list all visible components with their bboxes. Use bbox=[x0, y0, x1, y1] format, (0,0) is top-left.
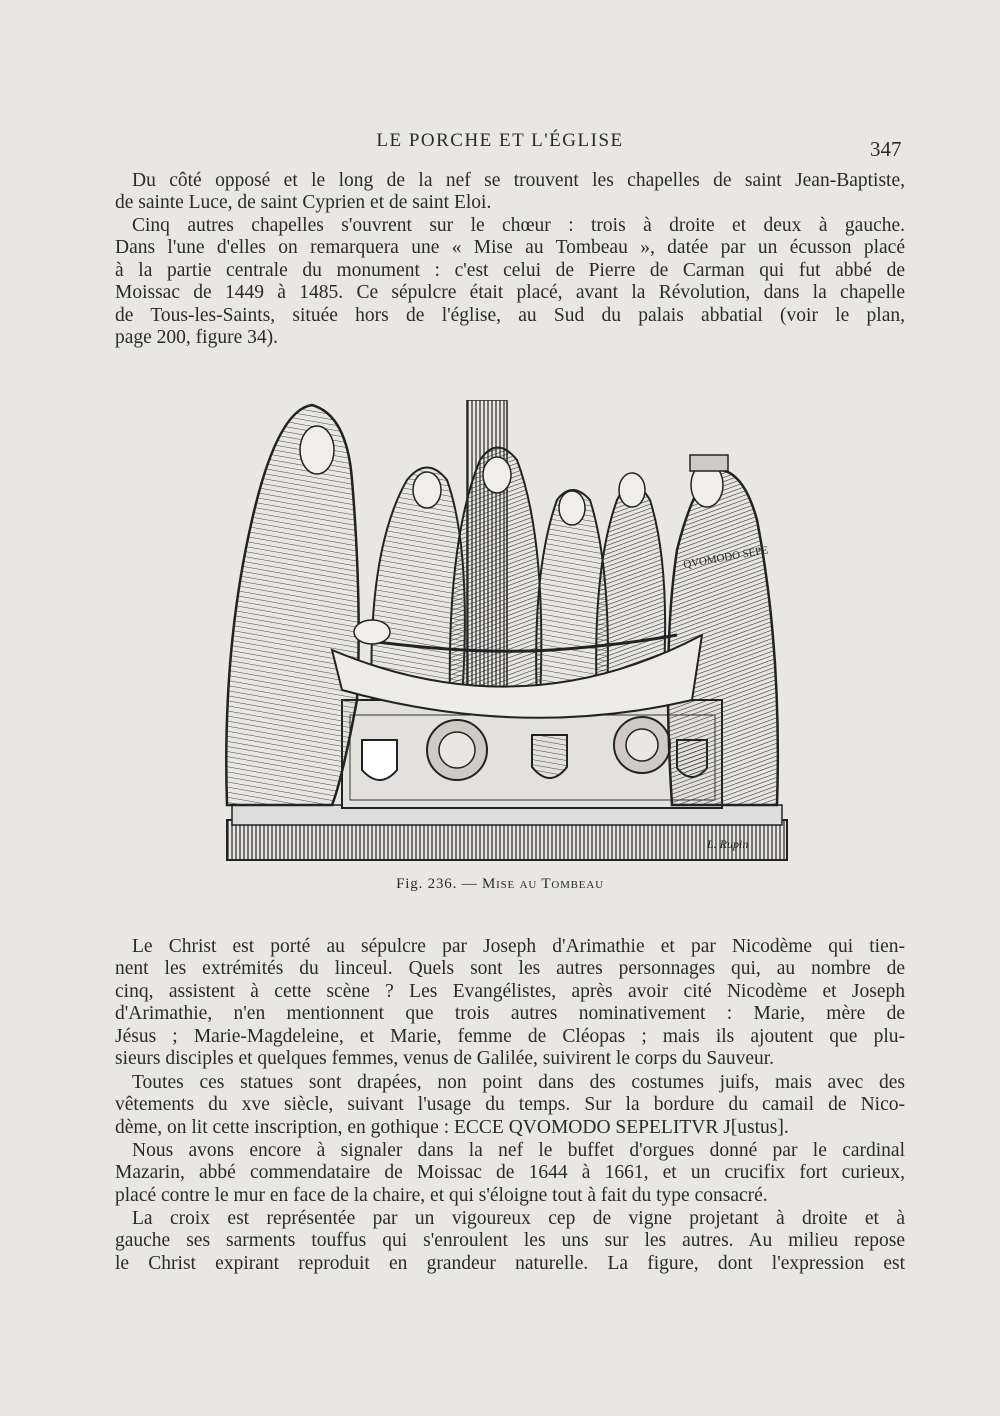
text-line: placé contre le mur en face de la chaire, et qui s'éloigne tout à fait du type consacré. bbox=[115, 1184, 768, 1206]
text-line: cinq, assistent à cette scène ? Les Evangélistes, après avoir cité Nicodème et Joseph bbox=[115, 980, 905, 1002]
figure-number: Fig. 236. — bbox=[396, 876, 478, 892]
text-line: Moissac de 1449 à 1485. Ce sépulcre était placé, avant la Révolution, dans la chapelle bbox=[115, 282, 905, 304]
engraving-illustration bbox=[222, 400, 792, 865]
text-line: d'Arimathie, n'en mentionnent que trois autres nominativement : Marie, mère de bbox=[115, 1003, 905, 1025]
paragraph-christ bbox=[115, 936, 905, 1070]
entombment-engraving bbox=[222, 400, 792, 865]
text-line: La croix est représentée par un vigoureux cep de vigne projetant à droite et à bbox=[132, 1208, 905, 1229]
text-line: Toutes ces statues sont drapées, non point dans des costumes juifs, mais avec des bbox=[132, 1072, 905, 1093]
text-line: à la partie centrale du monument : c'est celui de Pierre de Carman qui fut abbé de bbox=[115, 259, 905, 281]
paragraph-cross bbox=[115, 1208, 905, 1275]
paragraph-organ bbox=[115, 1140, 905, 1207]
text-line: gauche ses sarments touffus qui s'enroulent les uns sur les autres. Au milieu repose bbox=[115, 1230, 905, 1252]
text-line: Du côté opposé et le long de la nef se trouvent les chapelles de saint Jean-Baptiste, bbox=[132, 170, 905, 191]
text-line: sieurs disciples et quelques femmes, venus de Galilée, suivirent le corps du Sauveur. bbox=[115, 1048, 775, 1070]
paragraph-statues bbox=[115, 1072, 905, 1139]
running-title: LE PORCHE ET L'ÉGLISE bbox=[376, 130, 624, 151]
paragraph-intro bbox=[115, 170, 905, 215]
text-line: Jésus ; Marie-Magdeleine, et Marie, femme de Cléopas ; mais ils ajoutent que plu- bbox=[115, 1025, 905, 1047]
text-line: le Christ expirant reproduit en grandeur naturelle. La figure, dont l'expression est bbox=[115, 1252, 905, 1274]
inscription-band: QVOMODO SEPE bbox=[682, 544, 770, 571]
text-line: Cinq autres chapelles s'ouvrent sur le chœur : trois à droite et deux à gauche. bbox=[132, 215, 905, 236]
text-line: vêtements du xve siècle, suivant l'usage du temps. Sur la bordure du camail de Nico- bbox=[115, 1094, 905, 1116]
text-line: Dans l'une d'elles on remarquera une « Mise au Tombeau », datée par un écusson placé bbox=[115, 237, 905, 259]
page-number: 347 bbox=[870, 137, 902, 161]
text-line: dème, on lit cette inscription, en gothique : ECCE QVOMODO SEPELITVR J[ustus]. bbox=[115, 1116, 789, 1138]
text-line: Nous avons encore à signaler dans la nef le buffet d'orgues donné par le cardinal bbox=[132, 1140, 905, 1161]
paragraph-chapels bbox=[115, 215, 905, 349]
figure-title: Mise au Tombeau bbox=[482, 876, 604, 892]
text-line: de sainte Luce, de saint Cyprien et de saint Eloi. bbox=[115, 192, 492, 214]
text-line: de Tous-les-Saints, située hors de l'église, au Sud du palais abbatial (voir le plan, bbox=[115, 304, 905, 326]
engraver-signature: L. Rupin bbox=[707, 837, 749, 851]
text-line: Mazarin, abbé commendataire de Moissac de 1644 à 1661, et un crucifix fort curieux, bbox=[115, 1162, 905, 1184]
text-line: page 200, figure 34). bbox=[115, 327, 278, 349]
figure-caption bbox=[0, 876, 1000, 893]
text-line: nent les extrémités du linceul. Quels sont les autres personnages qui, au nombre de bbox=[115, 958, 905, 980]
text-line: Le Christ est porté au sépulcre par Joseph d'Arimathie et par Nicodème qui tien- bbox=[132, 936, 905, 957]
